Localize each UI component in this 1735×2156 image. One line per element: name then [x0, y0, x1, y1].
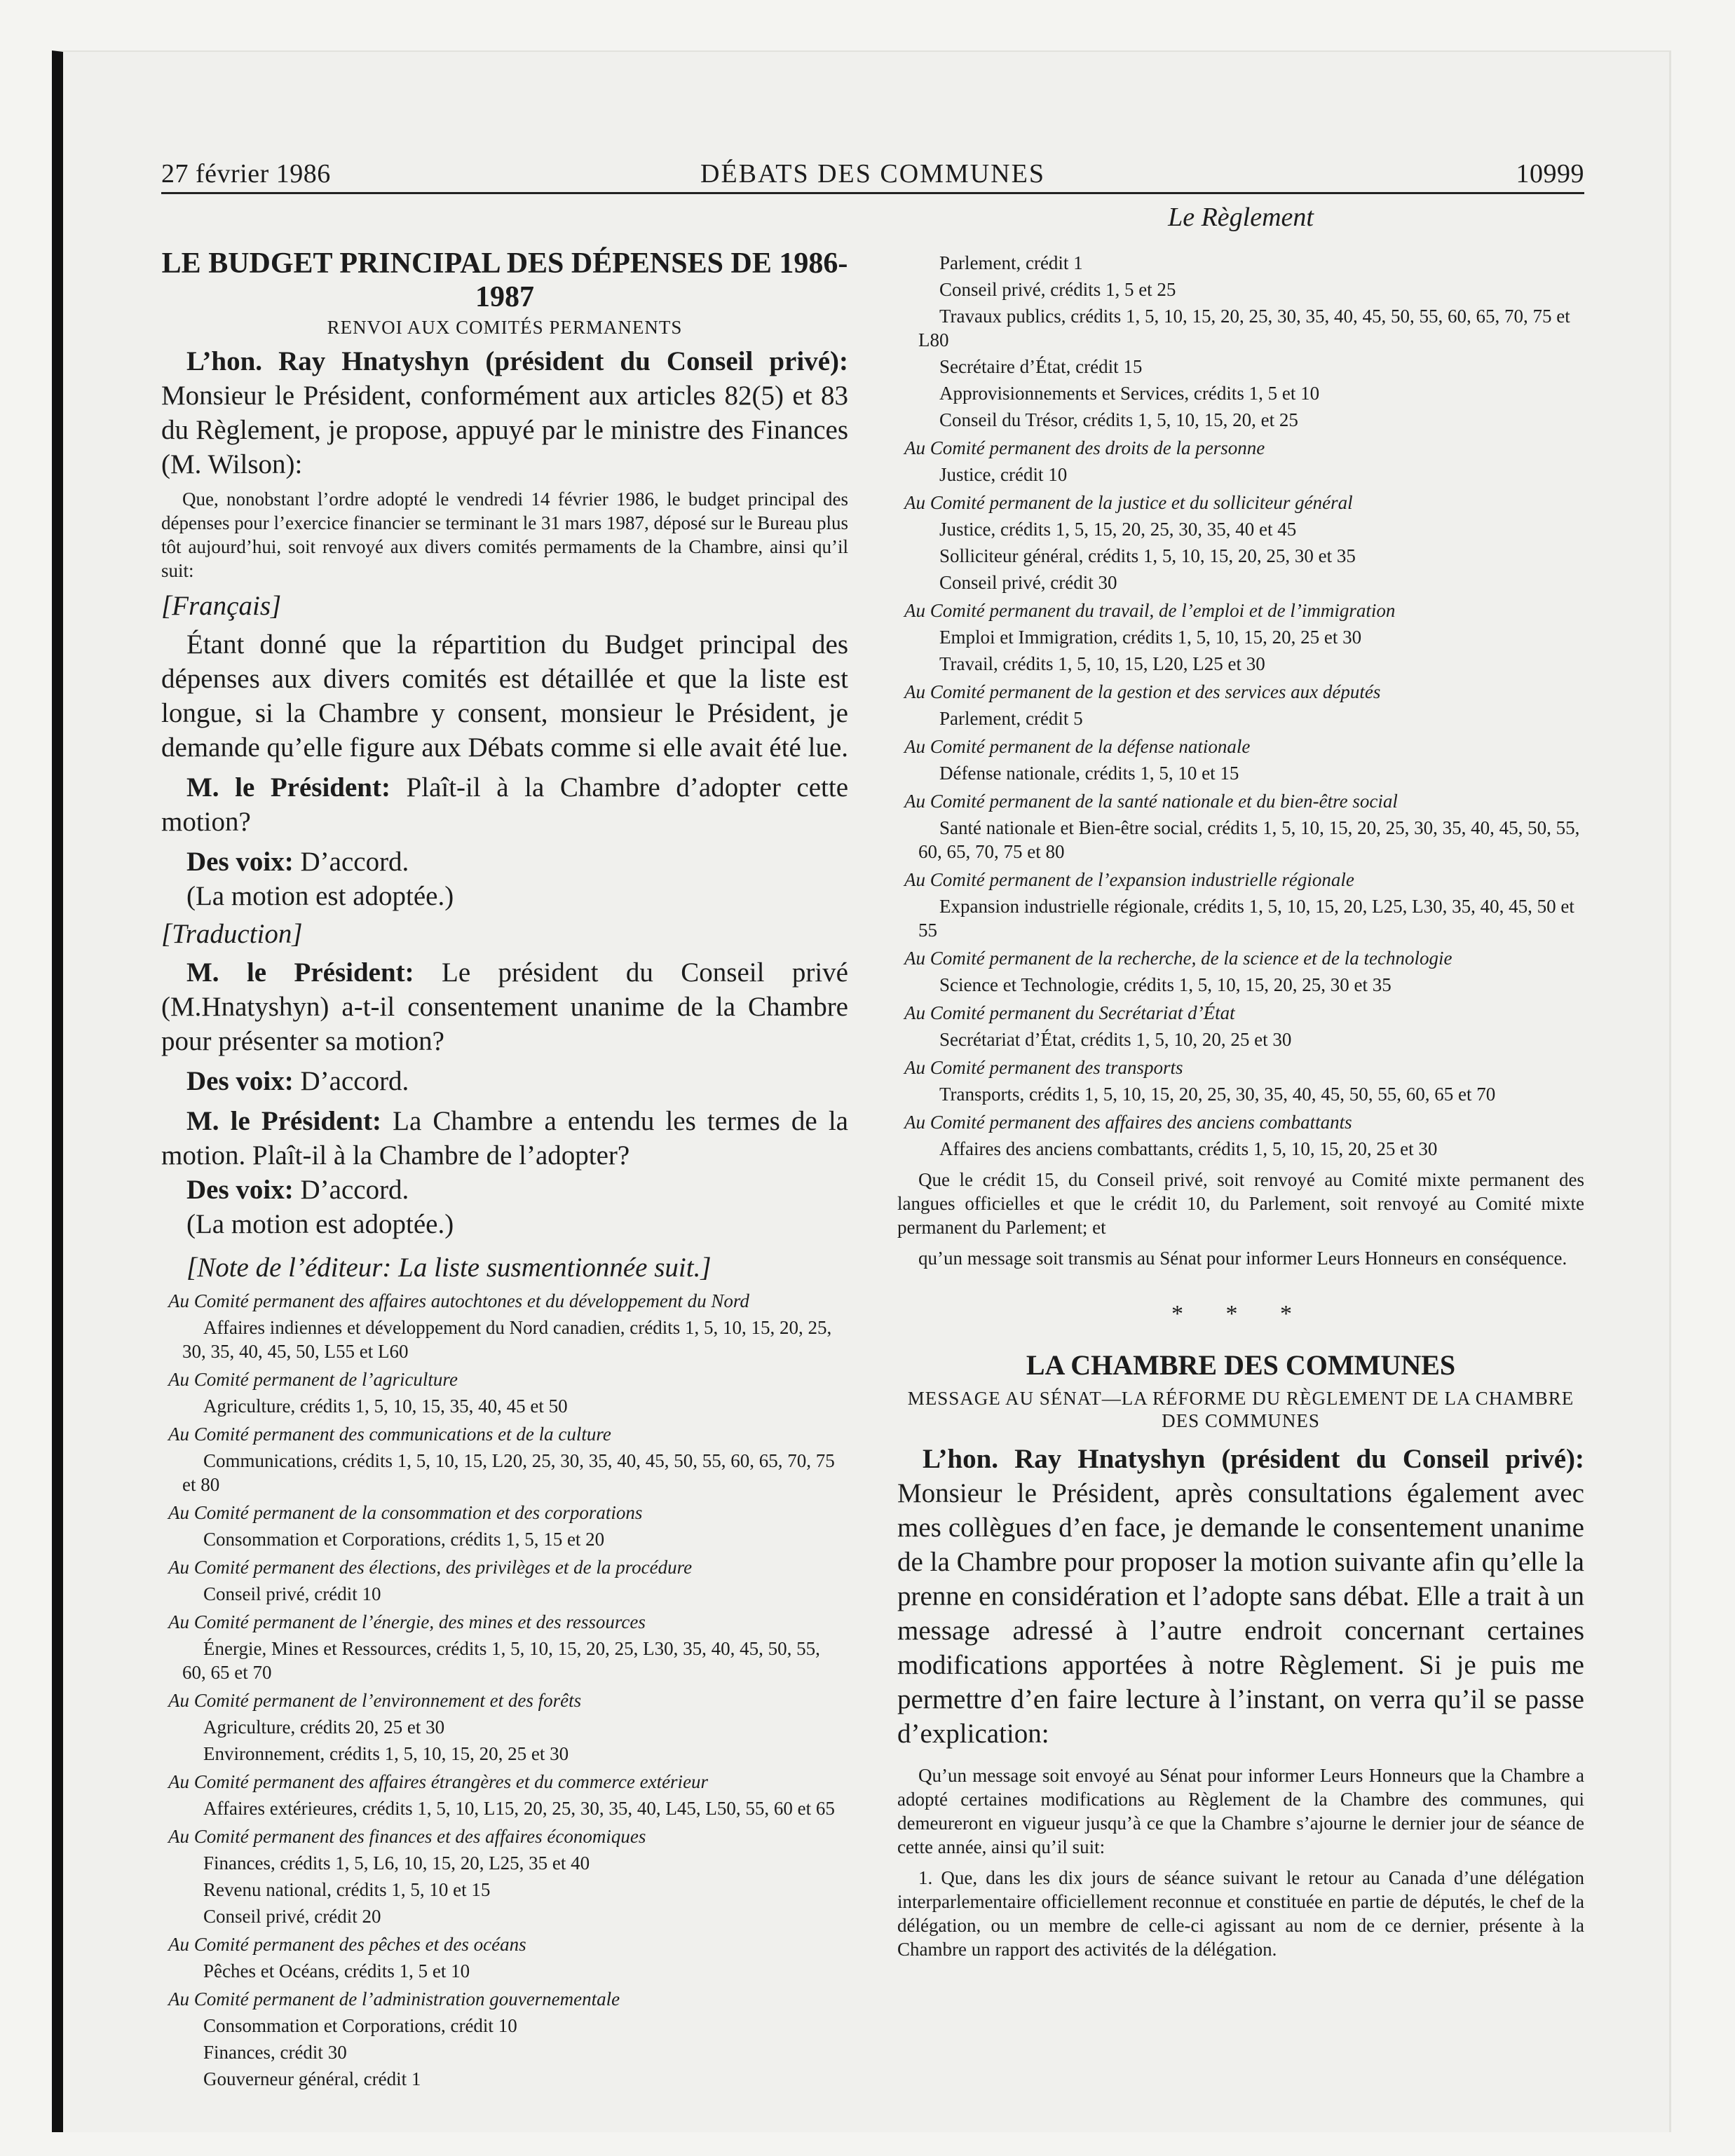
vote-item-text: Solliciteur général, crédits 1, 5, 10, 15, 20, 25, 30 et 35 [939, 545, 1356, 566]
vote-item-text: Consommation et Corporations, crédit 10 [203, 2015, 517, 2036]
vote-item [897, 1137, 1584, 1161]
vote-item-text: Secrétaire d’État, crédit 15 [939, 356, 1143, 377]
speech-text: Monsieur le Président, après consultations également avec mes collègues d’en face, je demande le consentement unanime de la Chambre pour proposer la motion suivante afin qu’elle la prenne en considération et l’adopte sans débat. Elle a trait à un message adressé à l’autre endroit concernant certaines modifications apportées à notre Règlement. Si je puis me permettre d’en faire lecture à l’instant, on verra qu’il se passe d’explication: [897, 1478, 1584, 1749]
vote-item-text: Transports, crédits 1, 5, 10, 15, 20, 25, 30, 35, 40, 45, 50, 55, 60, 65 et 70 [939, 1084, 1496, 1105]
section-separator: * * * [1171, 1301, 1310, 1327]
vote-item-text: Parlement, crédit 5 [939, 708, 1083, 729]
committee-name: Au Comité permanent de la consommation et des corporations [168, 1502, 643, 1523]
vote-item-text: Finances, crédit 30 [203, 2042, 347, 2063]
vote-item-text: Emploi et Immigration, crédits 1, 5, 10, 15, 20, 25 et 30 [939, 627, 1362, 648]
vote-item-text: Consommation et Corporations, crédits 1, 5, 15 et 20 [203, 1529, 605, 1550]
paragraph: Étant donné que la répartition du Budget principal des dépenses aux divers comités est détaillée et que la liste est longue, si la Chambre y consent, monsieur le Président, je demande qu’elle figure aux Débats comme si elle avait été lue. [161, 629, 849, 763]
header-date: 27 février 1986 [161, 159, 331, 189]
vote-item [897, 1028, 1584, 1051]
vote-item-text: Environnement, crédits 1, 5, 10, 15, 20, 25 et 30 [203, 1743, 569, 1764]
speech [161, 955, 848, 1058]
committee-name: Au Comité permanent du travail, de l’emploi et de l’immigration [904, 600, 1396, 621]
committee-name: Au Comité permanent de la justice et du solliciteur général [904, 492, 1353, 513]
committee-name: Au Comité permanent des transports [904, 1057, 1183, 1078]
vote-item [161, 1582, 848, 1606]
vote-item-text: Conseil privé, crédit 30 [939, 572, 1117, 593]
vote-item [897, 707, 1584, 730]
speaker-name: Des voix: [186, 847, 294, 877]
vote-item-text: Conseil du Trésor, crédits 1, 5, 10, 15, 20, et 25 [939, 409, 1298, 430]
vote-item [897, 517, 1584, 541]
vote-item-text: Communications, crédits 1, 5, 10, 15, L20, 25, 30, 35, 40, 45, 50, 55, 60, 65, 70, 75 et 80 [182, 1450, 835, 1495]
vote-item-text: Conseil privé, crédit 20 [203, 1906, 381, 1927]
committee-name: Au Comité permanent des finances et des affaires économiques [168, 1826, 646, 1847]
vote-item [161, 1637, 848, 1684]
closing-paragraph: qu’un message soit transmis au Sénat pour informer Leurs Honneurs en conséquence. [918, 1248, 1567, 1269]
running-header [161, 156, 1584, 194]
motion-point: 1. Que, dans les dix jours de séance suivant le retour au Canada d’une délégation interparlementaire officiellement reconnue et constituée en partie de députés, le chef de la délégation, ou un membre de celle-ci agissant au nom de ce dernier, présente à la Chambre un rapport des activités de la délégation. [897, 1867, 1584, 1960]
continued-items [897, 251, 1584, 432]
speaker-name: M. le Président: [186, 957, 414, 988]
speech [161, 770, 848, 839]
vote-item [897, 355, 1584, 378]
speech-text: Le président du Conseil privé (M.Hnatyshyn) a-t-il consentement unanime de la Chambre pour présenter sa motion? [161, 957, 848, 1056]
speech-text: D’accord. [293, 1175, 409, 1205]
vote-item-text: Parlement, crédit 1 [939, 252, 1083, 273]
vote-item [897, 1082, 1584, 1106]
vote-item [161, 1316, 848, 1363]
vote-item-text: Pêches et Océans, crédits 1, 5 et 10 [203, 1960, 470, 1981]
vote-item [897, 571, 1584, 594]
speaker-name: L’hon. Ray Hnatyshyn (président du Conseil privé): [923, 1444, 1584, 1474]
section-heading: LE BUDGET PRINCIPAL DES DÉPENSES DE 1986-1987 [161, 247, 848, 313]
left-column [161, 209, 848, 2094]
speaker-name: Des voix: [186, 1066, 294, 1096]
speech-text: La Chambre a entendu les termes de la motion. Plaît-il à la Chambre de l’adopter? [161, 1106, 848, 1171]
vote-item [161, 1742, 848, 1766]
speech [161, 1064, 848, 1098]
speech [161, 1104, 848, 1173]
committee-list [897, 436, 1584, 1161]
vote-item-text: Santé nationale et Bien-être social, crédits 1, 5, 10, 15, 20, 25, 30, 35, 40, 45, 50, 55, 60, 65, 70, 75 et 80 [918, 817, 1580, 862]
committee-name: Au Comité permanent des affaires étrangères et du commerce extérieur [168, 1771, 709, 1792]
committee-name: Au Comité permanent de l’énergie, des mines et des ressources [168, 1611, 646, 1632]
vote-item-text: Science et Technologie, crédits 1, 5, 10, 15, 20, 25, 30 et 35 [939, 974, 1392, 995]
speech-text: D’accord. [293, 847, 409, 877]
speech-intro [161, 344, 848, 482]
committee-name: Au Comité permanent de l’environnement et des forêts [168, 1690, 582, 1711]
vote-item-text: Affaires extérieures, crédits 1, 5, 10, L15, 20, 25, 30, 35, 40, L45, L50, 55, 60 et 65 [203, 1798, 835, 1819]
speech [897, 1442, 1584, 1751]
vote-item-text: Agriculture, crédits 20, 25 et 30 [203, 1717, 445, 1738]
section-subheading: RENVOI AUX COMITÉS PERMANENTS [327, 317, 683, 338]
vote-item [161, 2067, 848, 2091]
section-subheading: MESSAGE AU SÉNAT—LA RÉFORME DU RÈGLEMENT DE LA CHAMBRE DES COMMUNES [907, 1388, 1574, 1431]
vote-item [161, 1527, 848, 1551]
speaker-name: Des voix: [186, 1175, 294, 1205]
speech-text: Monsieur le Président, conformément aux articles 82(5) et 83 du Règlement, je propose, appuyé par le ministre des Finances (M. Wilson): [161, 381, 848, 479]
vote-item-text: Finances, crédits 1, 5, L6, 10, 15, 20, L25, 35 et 40 [203, 1853, 590, 1874]
vote-item-text: Justice, crédit 10 [939, 464, 1068, 485]
speech [161, 1173, 848, 1207]
vote-item-text: Agriculture, crédits 1, 5, 10, 15, 35, 40, 45 et 50 [203, 1396, 568, 1417]
vote-item-text: Revenu national, crédits 1, 5, 10 et 15 [203, 1879, 491, 1900]
vote-item-text: Énergie, Mines et Ressources, crédits 1, 5, 10, 15, 20, 25, L30, 35, 40, 45, 50, 55, 60, 65 et 70 [182, 1638, 820, 1683]
motion-result: (La motion est adoptée.) [186, 881, 454, 911]
vote-item [897, 408, 1584, 432]
committee-name: Au Comité permanent de la gestion et des services aux députés [904, 681, 1381, 702]
vote-item-text: Affaires indiennes et développement du Nord canadien, crédits 1, 5, 10, 15, 20, 25, 30, 35, 40, 45, 50, L55 et L60 [182, 1317, 832, 1362]
vote-item [897, 973, 1584, 997]
vote-item [897, 652, 1584, 676]
speaker-name: M. le Président: [186, 1106, 382, 1136]
vote-item-text: Approvisionnements et Services, crédits 1, 5 et 10 [939, 383, 1320, 404]
speech-text: Plaît-il à la Chambre d’adopter cette motion? [161, 772, 848, 837]
language-marker: [Traduction] [161, 919, 303, 949]
editor-note: [Note de l’éditeur: La liste susmentionnée suit.] [186, 1253, 712, 1283]
committee-name: Au Comité permanent des affaires des anciens combattants [904, 1112, 1352, 1133]
vote-item-text: Travail, crédits 1, 5, 10, 15, L20, L25 et 30 [939, 653, 1265, 674]
motion-text: Que, nonobstant l’ordre adopté le vendredi 14 février 1986, le budget principal des dépenses pour l’exercice financier se terminant le 31 mars 1987, déposé sur le Bureau plus tôt aujourd’hui, soit renvoyé aux divers comités permaments de la Chambre, ainsi qu’il suit: [161, 489, 848, 581]
vote-item [161, 1904, 848, 1928]
vote-item [897, 544, 1584, 568]
header-page-number: 10999 [1516, 159, 1584, 189]
closing-paragraph: Que le crédit 15, du Conseil privé, soit renvoyé au Comité mixte permanent des langues officielles et que le crédit 10, du Parlement, soit renvoyé au Comité mixte permanent du Parlement; et [897, 1169, 1584, 1238]
vote-item-text: Défense nationale, crédits 1, 5, 10 et 15 [939, 763, 1239, 784]
vote-item [897, 251, 1584, 275]
running-subject: Le Règlement [1168, 203, 1314, 232]
vote-item [897, 625, 1584, 649]
committee-name: Au Comité permanent des pêches et des océans [168, 1934, 526, 1955]
committee-name: Au Comité permanent de l’administration gouvernementale [168, 1988, 620, 2010]
vote-item-text: Conseil privé, crédit 10 [203, 1583, 381, 1604]
committee-name: Au Comité permanent du Secrétariat d’État [904, 1002, 1235, 1023]
committee-name: Au Comité permanent des élections, des privilèges et de la procédure [168, 1557, 693, 1578]
committee-name: Au Comité permanent de la défense nationale [904, 736, 1251, 757]
vote-item [897, 816, 1584, 864]
vote-item [161, 2014, 848, 2038]
vote-item-text: Travaux publics, crédits 1, 5, 10, 15, 20, 25, 30, 35, 40, 45, 50, 55, 60, 65, 70, 75 et L80 [918, 306, 1570, 350]
committee-name: Au Comité permanent des droits de la personne [904, 437, 1265, 458]
vote-item [161, 1878, 848, 1902]
vote-item [161, 2040, 848, 2064]
vote-item-text: Expansion industrielle régionale, crédits 1, 5, 10, 15, 20, L25, L30, 35, 40, 45, 50 et 55 [918, 896, 1574, 941]
motion-text: Qu’un message soit envoyé au Sénat pour informer Leurs Honneurs que la Chambre a adopté certaines modifications au Règlement de la Chambre des communes, qui demeureront en vigueur jusqu’à ce que la Chambre s’ajourne le dernier jour de séance de cette année, ainsi qu’il suit: [897, 1765, 1584, 1857]
committee-name: Au Comité permanent de la recherche, de la science et de la technologie [904, 948, 1452, 969]
right-column [897, 203, 1584, 1968]
vote-item [161, 1959, 848, 1983]
vote-item-text: Affaires des anciens combattants, crédits 1, 5, 10, 15, 20, 25 et 30 [939, 1138, 1438, 1159]
speaker-name: M. le Président: [186, 772, 390, 803]
committee-name: Au Comité permanent de l’expansion industrielle régionale [904, 869, 1354, 890]
speaker-name: L’hon. Ray Hnatyshyn (président du Conseil privé): [186, 346, 848, 376]
committee-name: Au Comité permanent des communications et de la culture [168, 1424, 611, 1445]
vote-item-text: Secrétariat d’État, crédits 1, 5, 10, 20, 25 et 30 [939, 1029, 1292, 1050]
vote-item [161, 1851, 848, 1875]
language-marker: [Français] [161, 591, 282, 621]
vote-item [897, 463, 1584, 486]
vote-item [161, 1796, 848, 1820]
committee-name: Au Comité permanent des affaires autochtones et du développement du Nord [168, 1290, 749, 1311]
vote-item [897, 761, 1584, 785]
vote-item-text: Justice, crédits 1, 5, 15, 20, 25, 30, 35, 40 et 45 [939, 519, 1297, 540]
vote-item [161, 1715, 848, 1739]
vote-item [161, 1394, 848, 1418]
vote-item [897, 894, 1584, 942]
vote-item [161, 1449, 848, 1496]
committee-list [161, 1289, 848, 2091]
committee-name: Au Comité permanent de l’agriculture [168, 1369, 458, 1390]
vote-item [897, 381, 1584, 405]
motion-result: (La motion est adoptée.) [186, 1209, 454, 1239]
vote-item [897, 278, 1584, 301]
section-heading: LA CHAMBRE DES COMMUNES [1026, 1349, 1456, 1381]
speech-text: D’accord. [293, 1066, 409, 1096]
vote-item-text: Conseil privé, crédits 1, 5 et 25 [939, 279, 1176, 300]
vote-item-text: Gouverneur général, crédit 1 [203, 2068, 421, 2089]
header-title: DÉBATS DES COMMUNES [700, 159, 1045, 189]
speech [161, 845, 848, 879]
committee-name: Au Comité permanent de la santé nationale et du bien-être social [904, 791, 1398, 812]
vote-item [897, 304, 1584, 352]
